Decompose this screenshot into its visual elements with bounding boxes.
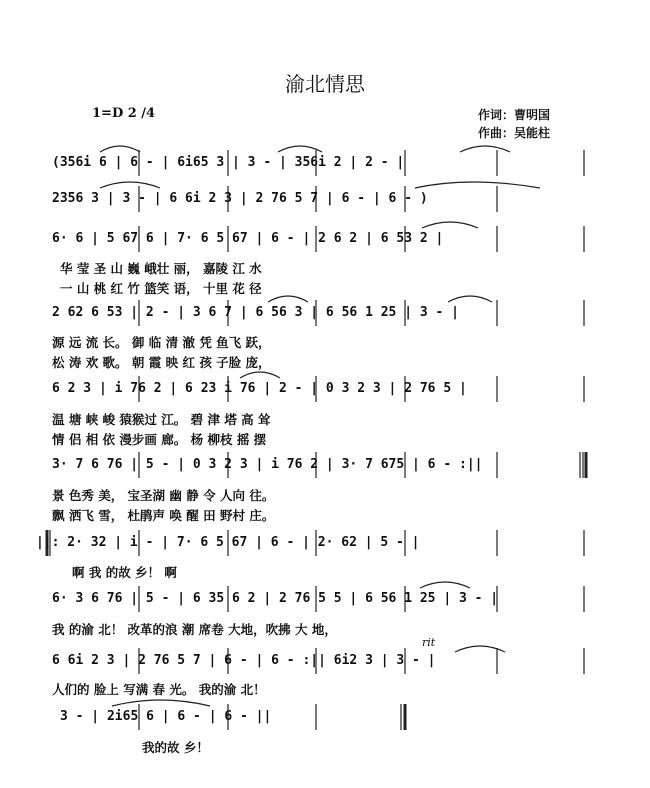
lyricist-credit: 作词：曹明国 [478, 108, 551, 122]
lyric-line-1: 华 莹 圣 山 巍 峨壮 丽， 嘉陵 江 水 [60, 261, 262, 276]
notation-row-2: 2356 3 | 3 - | 6 6i 2 3 | 2 76 5 7 | 6 - | 6 - ) [52, 191, 428, 206]
song-title: 渝北情思 [285, 72, 365, 96]
notation-row-6: 3· 7 6 76 | 5 - | 0 3 2 3 | i 76 2 | 3· 7 675 | 6 - :|| [52, 457, 483, 472]
lyric-line-7: 景 色秀 美， 宝圣湖 幽 静 令 人向 往。 [52, 488, 275, 503]
lyric-line-5: 温 塘 峡 峻 猿猴过 江。 碧 津 塔 高 耸 [52, 412, 271, 427]
lyric-line-9: 啊 我 的故 乡！ 啊 [72, 565, 177, 580]
notation-row-4: 2 62 6 53 | 2 - | 3 6 7 | 6 56 3 | 6 56 1 25 | 3 - | [52, 305, 459, 320]
notation-row-7: ||: 2· 32 | i - | 7· 6 5 67 | 6 - | 2· 62 | 5 - | [36, 535, 420, 550]
notation-row-10: 3 - | 2i65 6 | 6 - | 6 - || [60, 709, 272, 724]
lyric-line-2: 一 山 桃 红 竹 篮笑 语， 十里 花 径 [60, 281, 262, 296]
key-and-time-signature: 1=D 2 /4 [92, 106, 156, 121]
lyric-line-12: 我的故 乡！ [142, 740, 209, 755]
composer-credit: 作曲：吴能柱 [478, 126, 551, 140]
lyric-line-11: 人们的 脸上 写满 春 光。 我的渝 北！ [52, 682, 266, 697]
notation-row-3: 6· 6 | 5 67 6 | 7· 6 5 67 | 6 - | 2 6 2 | 6 53 2 | [52, 231, 444, 246]
lyric-line-6: 情 侣 相 依 漫步画 廊。 杨 柳枝 摇 摆 [52, 432, 267, 447]
notation-row-8: 6· 3 6 76 | 5 - | 6 35 6 2 | 2 76 5 5 | 6 56 1 25 | 3 - | [52, 591, 499, 606]
notation-row-9: 6 6i 2 3 | 2 76 5 7 | 6 - | 6 - :|| 6i2 3 | 3 - | [52, 653, 436, 668]
ritardando-mark: rit [422, 636, 436, 649]
lyric-line-8: 飘 洒飞 雪， 杜鹃声 唤 醒 田 野村 庄。 [52, 508, 275, 523]
lyric-line-4: 松 涛 欢 歌。 朝 霞 映 红 孩 子脸 庞， [52, 355, 271, 370]
notation-row-5: 6 2 3 | i 76 2 | 6 23 i 76 | 2 - | 0 3 2 3 | 2 76 5 | [52, 381, 467, 396]
lyric-line-10: 我 的渝 北！ 改革的浪 潮 席卷 大地，吹拂 大 地， [52, 622, 337, 637]
lyric-line-3: 源 远 流 长。 御 临 清 澈 凭 鱼飞 跃， [52, 335, 271, 350]
notation-row-1: (356i 6 | 6 - | 6i65 3 | 3 - | 356i 2 | 2 - | [52, 155, 405, 170]
